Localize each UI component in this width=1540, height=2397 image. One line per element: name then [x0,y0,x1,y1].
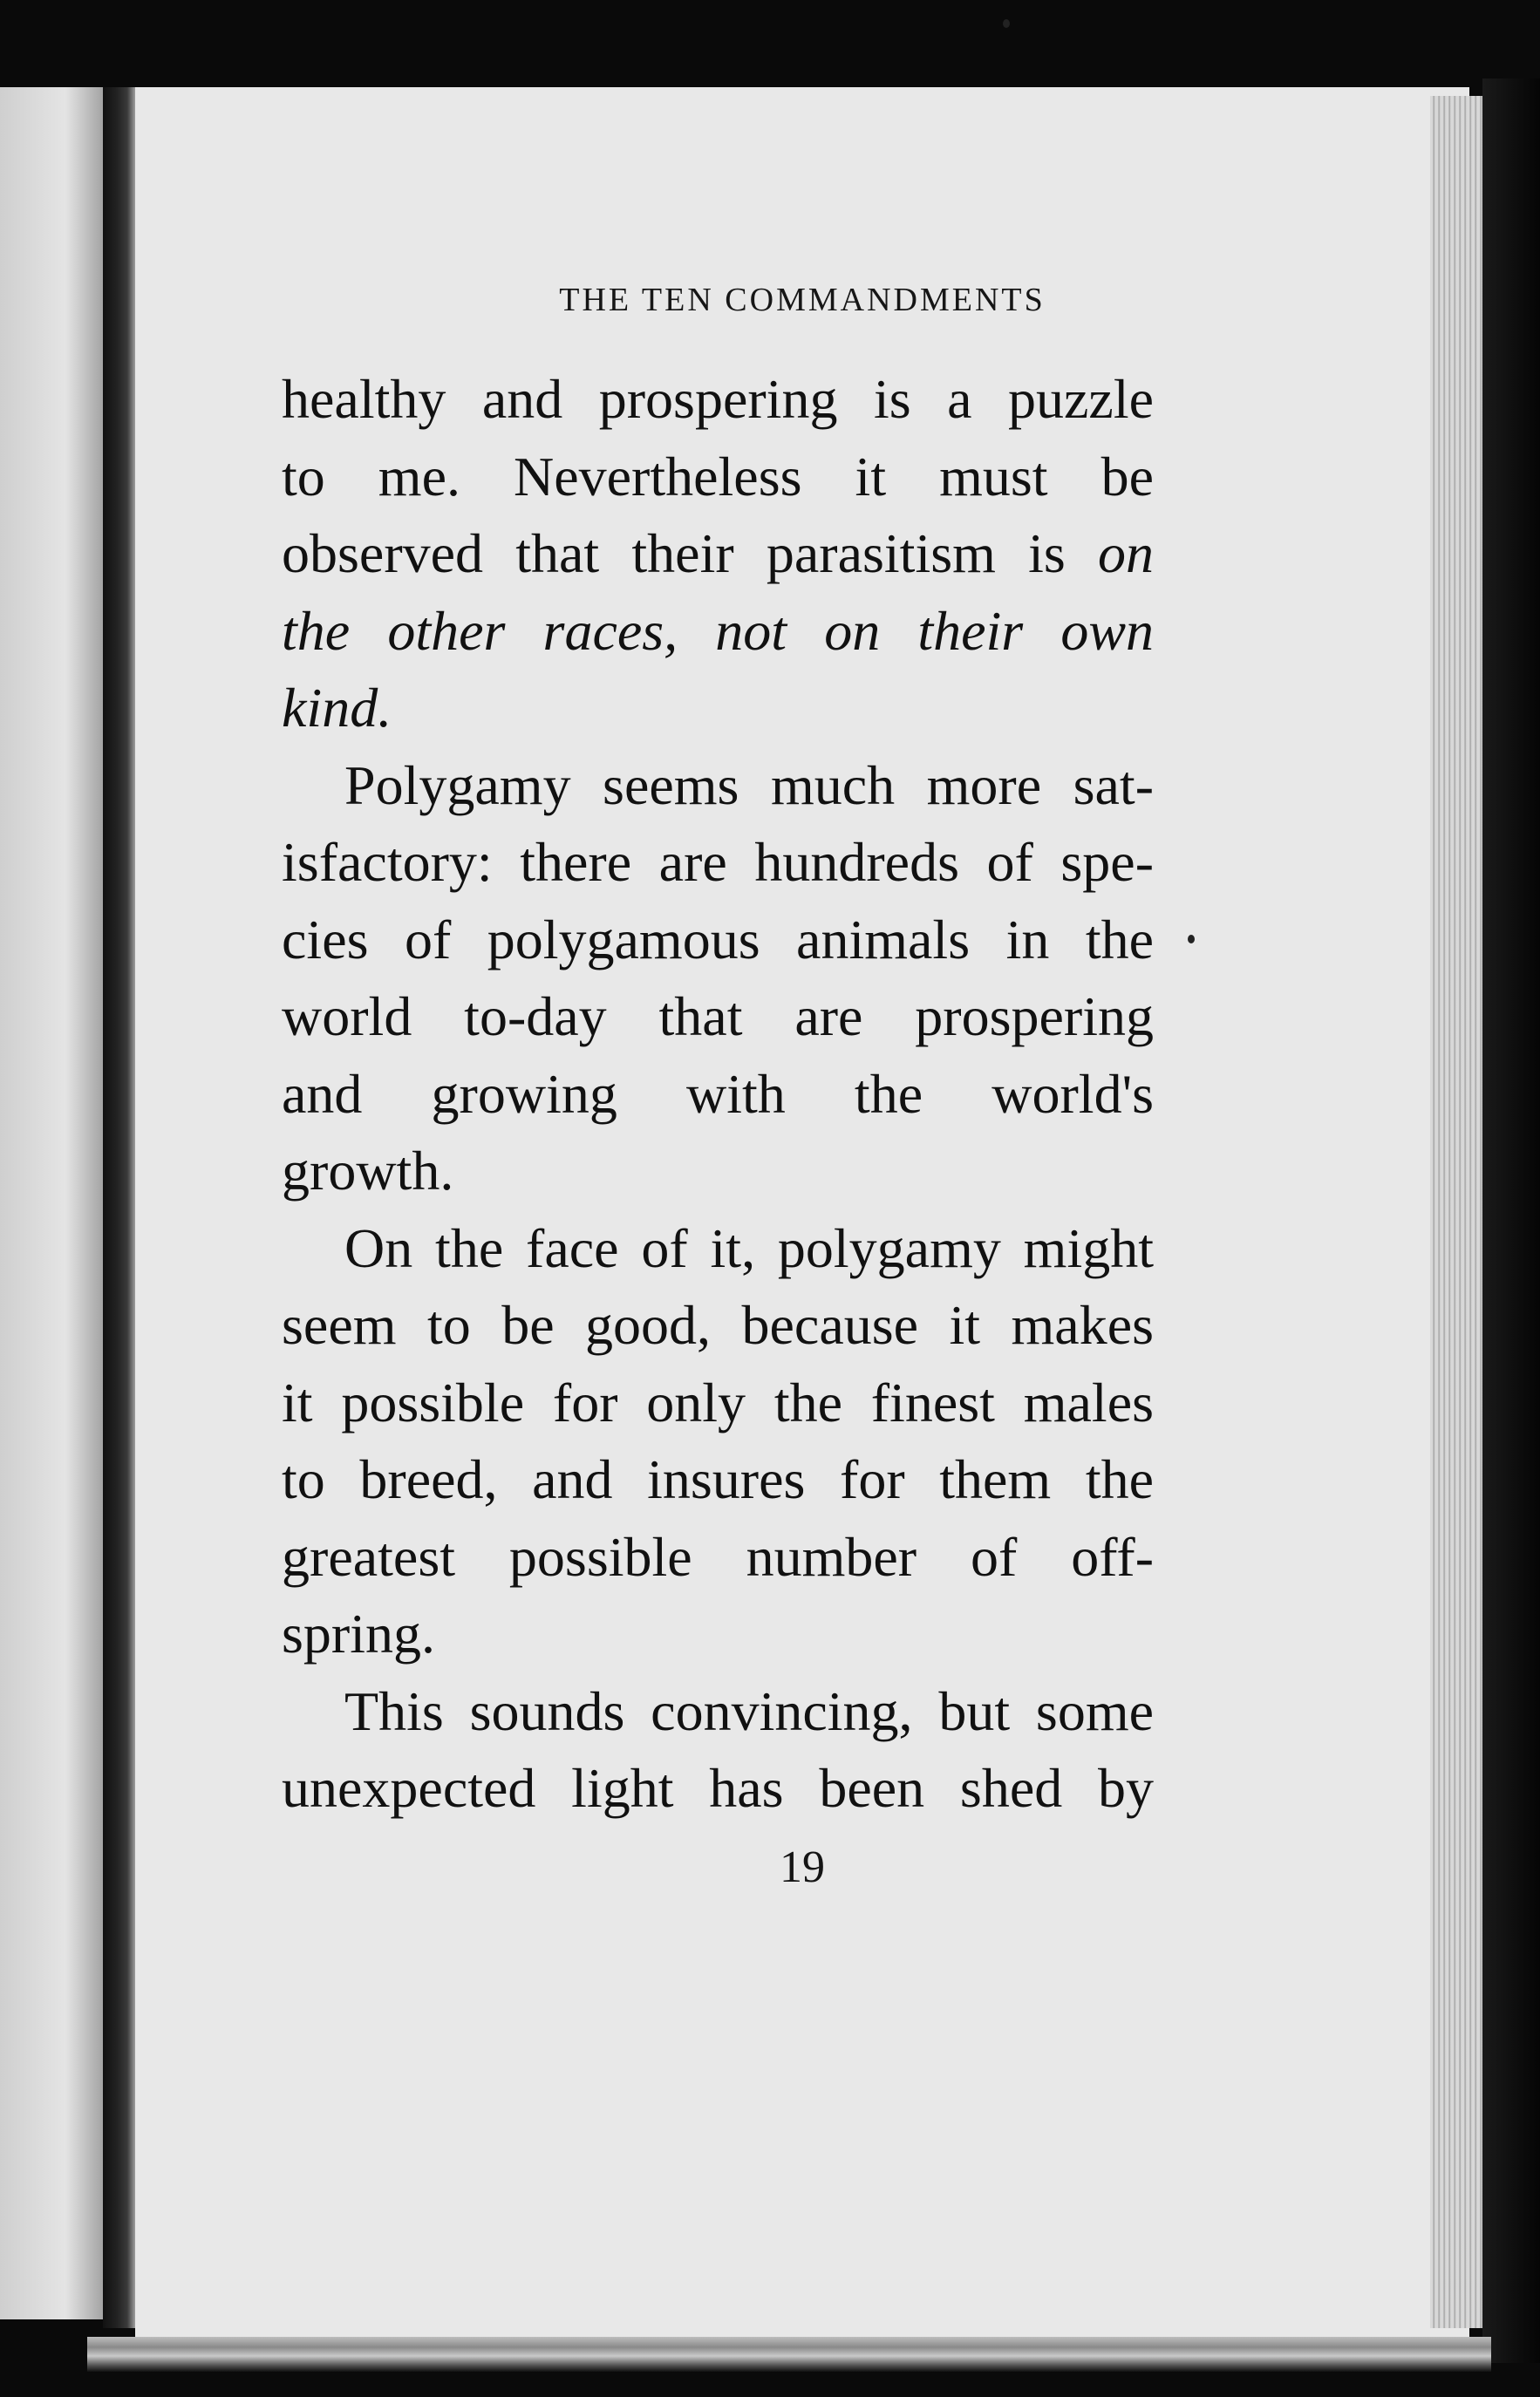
line-text: Polygamy seems much more sat- [344,753,1154,816]
text-line [282,1596,1154,1673]
text-line [282,670,1154,747]
text-line [282,824,1154,902]
line-text: and growing with the world's [282,1062,1154,1125]
text-line [282,747,1154,825]
text-line [282,1287,1154,1365]
italic-text: kind. [282,677,392,739]
text-line [282,593,1154,671]
page-bottom-edge [87,2337,1491,2372]
line-text: to me. Nevertheless it must be [282,445,1154,507]
book-gutter [103,87,138,2328]
scan-speck [1188,935,1195,943]
text-line [282,1133,1154,1210]
line-text: cies of polygamous animals in the [282,908,1154,970]
facing-page-edge [0,87,109,2319]
text-line [282,1210,1154,1288]
text-line [282,1441,1154,1519]
page-number: 19 [780,1842,825,1892]
line-text: world to-day that are prospering [282,985,1154,1047]
page-stack-edge [1430,96,1482,2328]
line-text: healthy and prospering is a puzzle [282,368,1154,430]
italic-text: the other races, not on their own [282,599,1154,662]
text-line [282,978,1154,1056]
running-head: THE TEN COMMANDMENTS [559,282,1046,318]
text-line [282,1056,1154,1134]
line-text: seem to be good, because it makes [282,1294,1154,1356]
line-text: unexpected light has been shed by [282,1757,1154,1819]
text-line [282,1365,1154,1442]
text-line [282,902,1154,979]
text-line [282,515,1154,593]
book-cover-shadow [1482,78,1540,2363]
text-line [282,361,1154,439]
line-text: On the face of it, polygamy might [344,1216,1154,1279]
line-text: growth. [282,1140,454,1202]
line-text: to breed, and insures for them the [282,1448,1154,1510]
text-line [282,1519,1154,1597]
line-text: greatest possible number of off- [282,1525,1154,1588]
body-text [282,361,1154,1828]
text-line [282,439,1154,516]
line-text: observed that their parasitism is [282,522,1098,584]
scan-speck [1003,19,1010,28]
line-text: it possible for only the finest males [282,1371,1154,1433]
line-text: isfactory: there are hundreds of spe- [282,831,1154,893]
line-text: This sounds convincing, but some [344,1679,1154,1742]
line-text: spring. [282,1603,435,1665]
text-line [282,1750,1154,1828]
italic-text: on [1098,522,1154,584]
text-line [282,1673,1154,1751]
